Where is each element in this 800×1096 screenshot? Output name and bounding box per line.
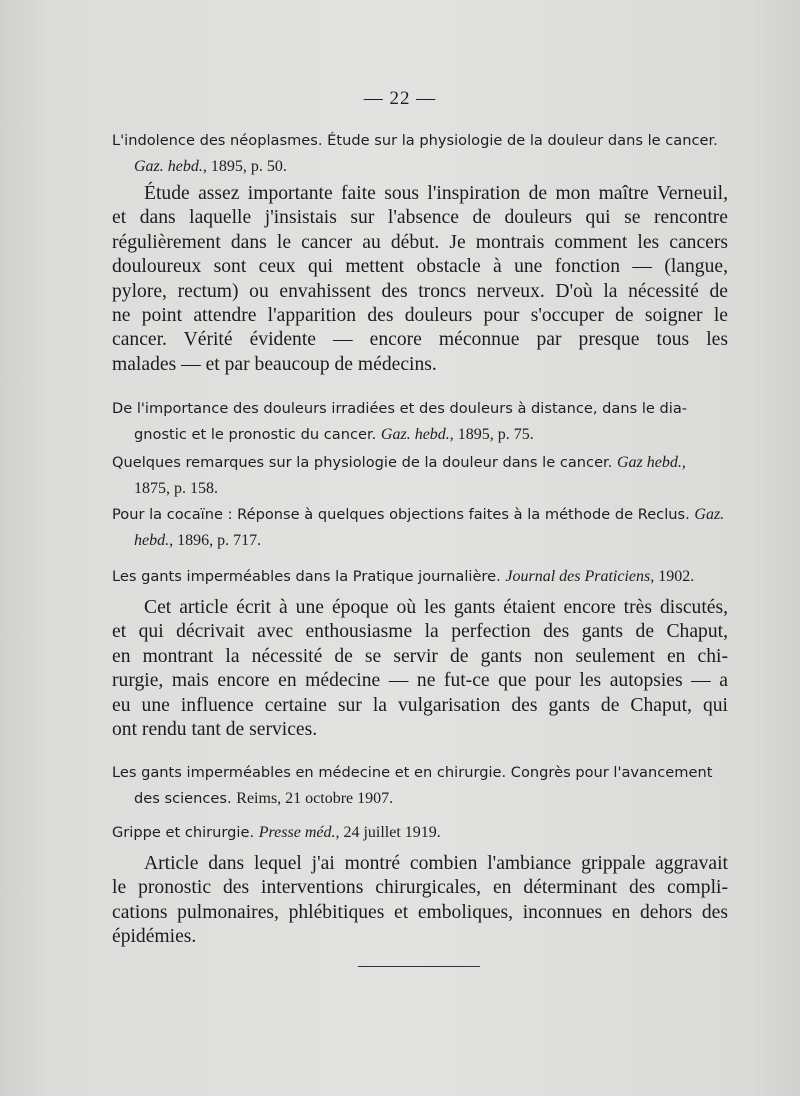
entry-title: Grippe et chirurgie. — [112, 824, 255, 841]
bibliography-entry — [112, 450, 732, 502]
paragraph-line: régulièrement dans le cancer au début. Je montrais comment les cancers — [112, 231, 728, 253]
paragraph-line: en montrant la nécessité de se servir de gants non seulement en chi- — [112, 645, 728, 667]
entry-reference: , 1895, p. 75. — [449, 426, 534, 443]
paragraph-line: eu une influence certaine sur la vulgarisation des gants de Chaput, qui — [112, 694, 728, 716]
entry-journal: Presse méd. — [258, 824, 336, 841]
paragraph-line: et qui décrivait avec enthousiasme la perfection des gants de Chaput, — [112, 621, 728, 643]
paragraph-line: le pronostic des interventions chirurgicales, en déterminant des compli- — [112, 877, 728, 899]
description-paragraph — [112, 182, 728, 377]
entry-title-continued: gnostic et le pronostic du cancer. — [134, 426, 377, 443]
description-paragraph — [112, 596, 728, 742]
bibliography-entry — [112, 564, 732, 590]
bibliography-entry — [112, 760, 732, 812]
entry-title-continued: des sciences. — [134, 790, 232, 807]
description-paragraph — [112, 852, 728, 950]
entry-title: De l'importance des douleurs irradiées et des douleurs à distance, dans le dia- — [112, 400, 688, 417]
entry-journal: Gaz. hebd. — [134, 158, 203, 175]
entry-reference: , 1896, p. 717. — [169, 532, 262, 549]
bibliography-entry — [112, 820, 732, 846]
paragraph-line: Article dans lequel j'ai montré combien l'ambiance grippale aggravait — [144, 853, 728, 874]
entry-reference: Reims, 21 octobre 1907. — [236, 790, 394, 807]
paragraph-line: cancer. Vérité évidente — encore méconnue par presque tous les — [112, 329, 728, 351]
entry-reference: , 24 juillet 1919. — [335, 824, 441, 841]
page-number: — 22 — — [363, 88, 437, 109]
paragraph-line: rurgie, mais encore en médecine — ne fut-ce que pour les autopsies — a — [112, 670, 728, 692]
entry-title: L'indolence des néoplasmes. Étude sur la physiologie de la douleur dans le cancer. — [112, 132, 718, 149]
paragraph-line: ne point attendre l'apparition des douleurs pour s'occuper de soigner le — [112, 305, 728, 327]
paragraph-line: ont rendu tant de services. — [112, 719, 318, 741]
paragraph-line: pylore, rectum) ou envahissent des troncs nerveux. D'où la nécessité de — [112, 280, 728, 302]
paragraph-line: Cet article écrit à une époque où les gants étaient encore très discutés, — [144, 597, 728, 618]
section-divider — [358, 966, 480, 967]
paragraph-line: douloureux sont ceux qui mettent obstacle à une fonction — (langue, — [112, 256, 728, 278]
entry-reference: , 1902. — [650, 568, 695, 585]
bibliography-entry — [112, 502, 732, 554]
bibliography-entry — [112, 128, 732, 180]
entry-journal: Gaz. — [694, 506, 725, 523]
paragraph-line: malades — et par beaucoup de médecins. — [112, 353, 437, 375]
entry-title: Quelques remarques sur la physiologie de la douleur dans le cancer. — [112, 454, 613, 471]
entry-journal-continued: hebd. — [134, 532, 170, 549]
entry-title: Pour la cocaïne : Réponse à quelques objections faites à la méthode de Reclus. — [112, 506, 690, 523]
entry-title: Les gants imperméables dans la Pratique journalière. — [112, 568, 501, 585]
entry-journal: Gaz. hebd. — [380, 426, 450, 443]
bibliography-entry — [112, 396, 732, 448]
paragraph-line: et dans laquelle j'insistais sur l'absence de douleurs qui se rencontre — [112, 207, 728, 229]
entry-title: Les gants imperméables en médecine et en chirurgie. Congrès pour l'avancement — [112, 764, 713, 781]
entry-reference: 1875, p. 158. — [134, 480, 218, 497]
entry-reference: , 1895, p. 50. — [202, 158, 287, 175]
entry-journal: Journal des Praticiens — [505, 568, 651, 585]
paragraph-line: cations pulmonaires, phlébitiques et emboliques, inconnues en dehors des — [112, 901, 728, 923]
entry-journal: Gaz hebd., — [617, 454, 686, 471]
paragraph-line: épidémies. — [112, 926, 197, 948]
paragraph-line: Étude assez importante faite sous l'inspiration de mon maître Verneuil, — [144, 183, 728, 204]
